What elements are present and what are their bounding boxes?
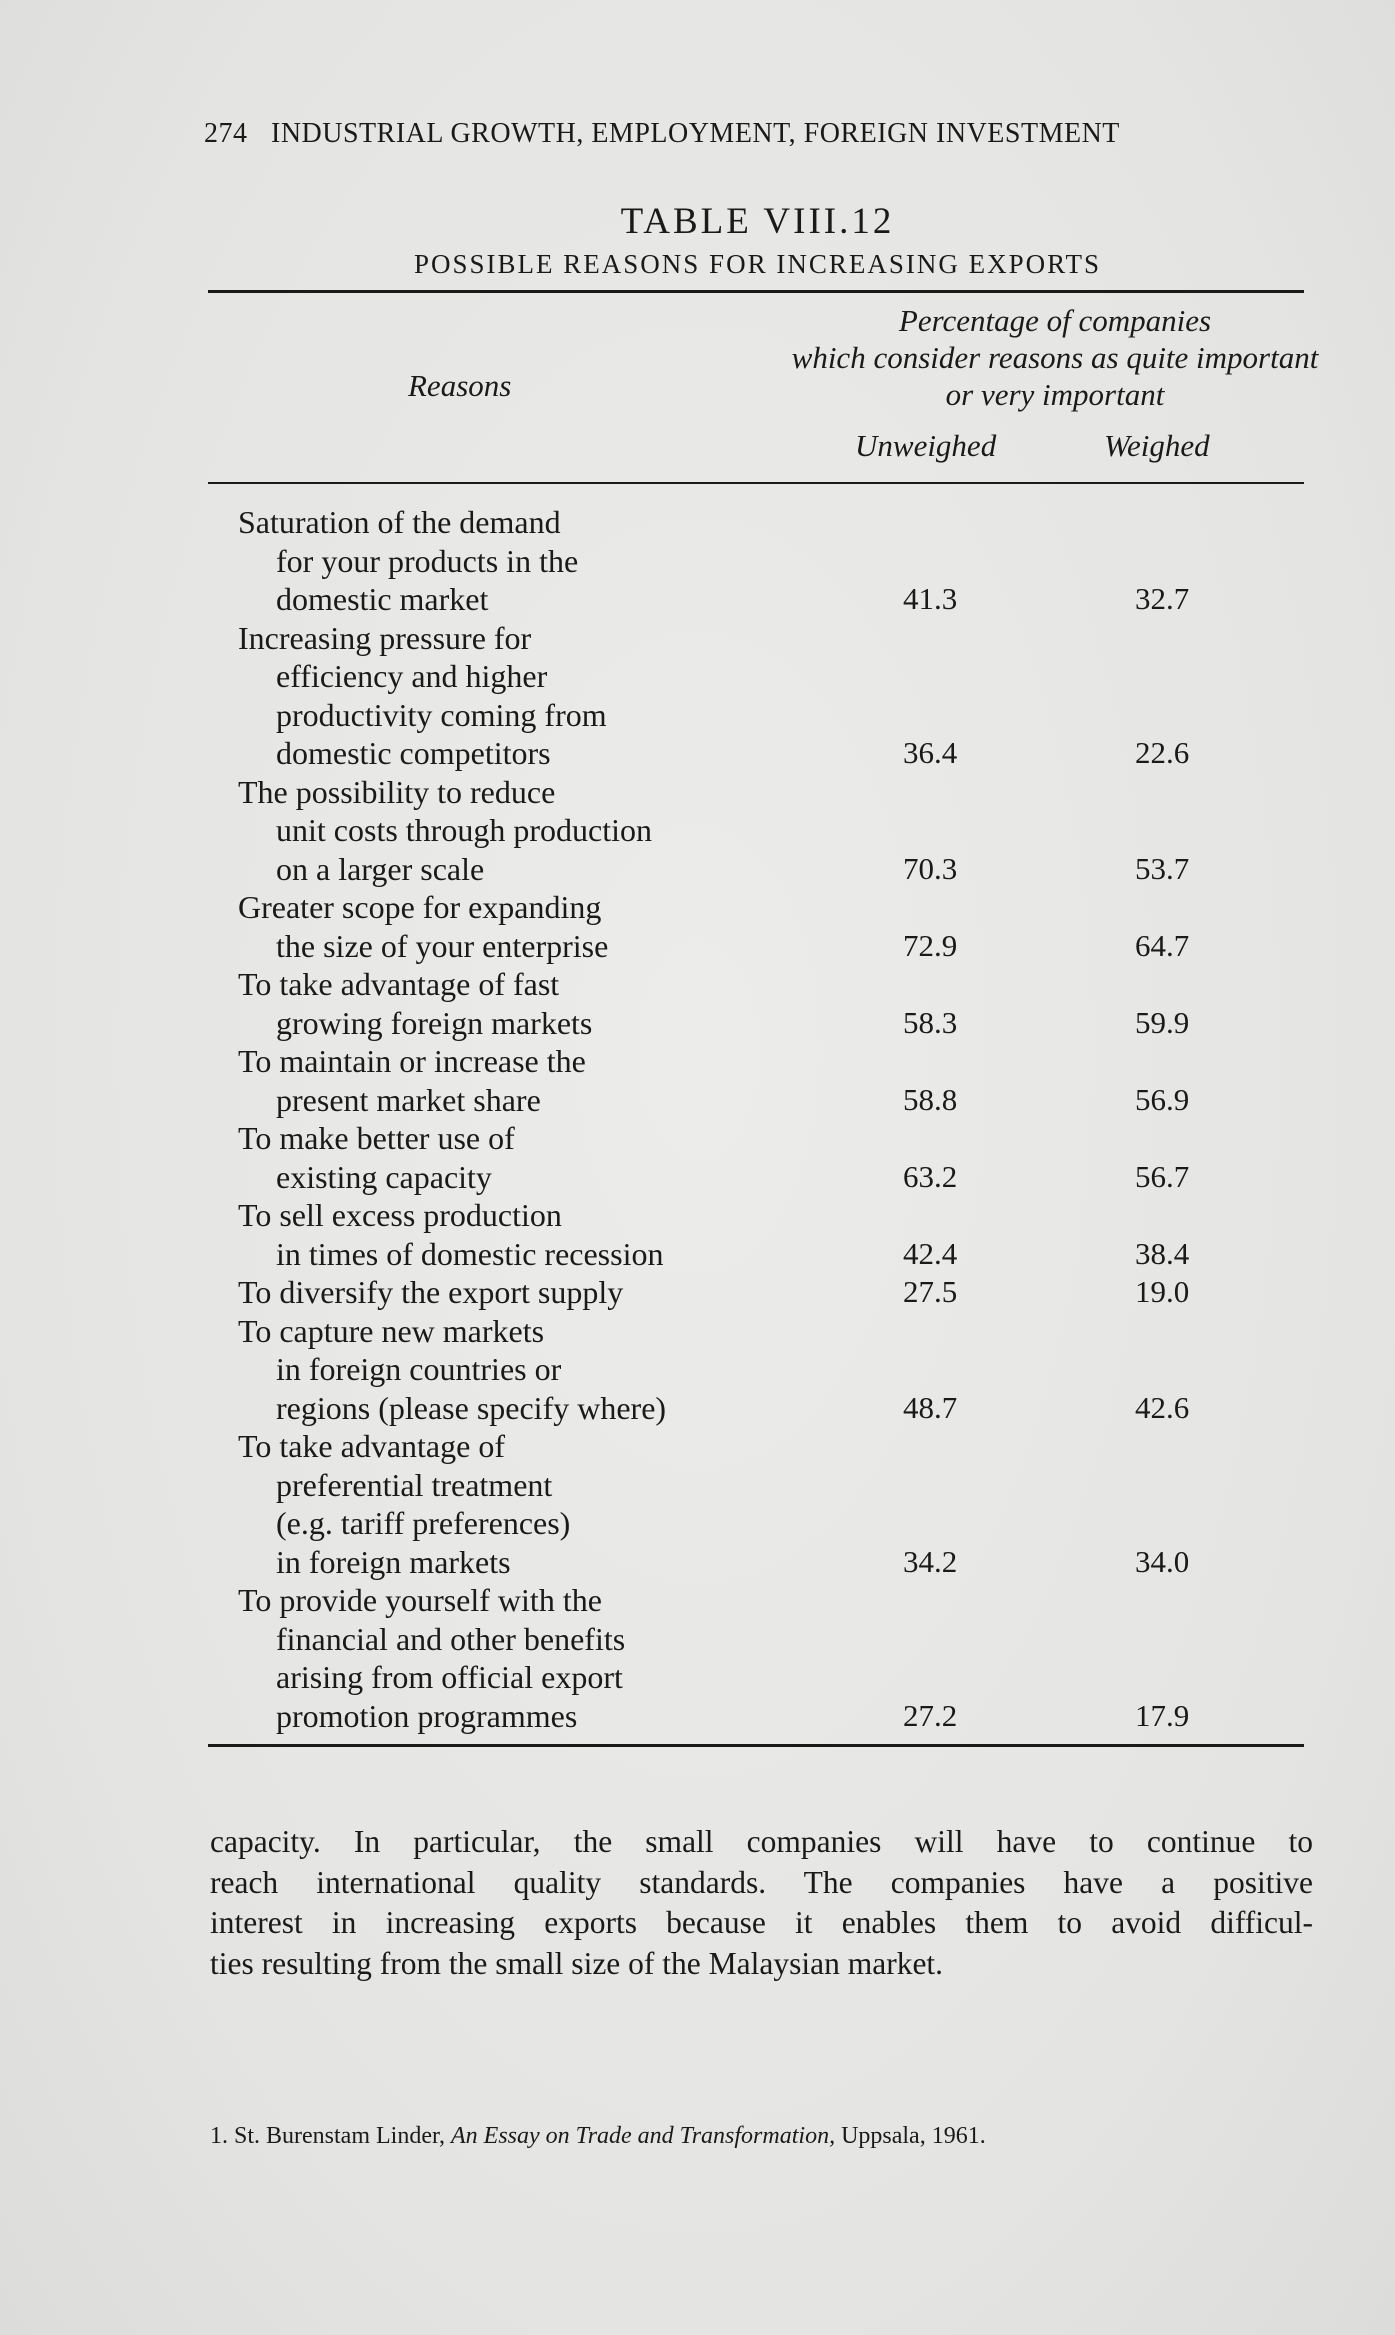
footnote-author: St. Burenstam Linder, [234, 2123, 446, 2149]
footnote-number: 1. [210, 2123, 228, 2149]
reason-line: To sell excess production [238, 1197, 562, 1233]
body-paragraph [210, 1822, 1313, 1984]
weighed-value: 59.9 [1135, 1004, 1190, 1040]
reason-line: in foreign countries or [276, 1351, 562, 1387]
reason-line: financial and other benefits [276, 1620, 626, 1657]
header-percentage [740, 302, 1370, 413]
reason-cell [238, 619, 607, 773]
reason-line: preferential treatment [276, 1466, 553, 1503]
reason-line: in foreign markets [276, 1543, 511, 1580]
header-percentage-line: which consider reasons as quite important [791, 340, 1319, 375]
reason-line: To take advantage of [238, 1428, 505, 1464]
reason-cell [238, 1312, 666, 1428]
table-header-rule [208, 482, 1304, 484]
reason-line: Greater scope for expanding [238, 889, 602, 925]
reason-line: on a larger scale [276, 850, 485, 887]
unweighed-value: 72.9 [903, 927, 958, 963]
reason-line: regions (please specify where) [276, 1389, 667, 1426]
unweighed-value: 27.2 [903, 1697, 958, 1733]
body-line: interest in increasing exports because it enables them to avoid difficul- [210, 1905, 1313, 1940]
reason-line: present market share [276, 1081, 541, 1118]
reason-cell [238, 503, 578, 619]
weighed-value: 56.9 [1135, 1081, 1190, 1117]
reason-line: domestic competitors [276, 735, 551, 771]
reason-cell [238, 888, 608, 965]
header-percentage-line: Percentage of companies [898, 303, 1212, 338]
reason-line: To diversify the export supply [238, 1274, 624, 1310]
reason-cell [238, 1581, 625, 1735]
table-subtitle: POSSIBLE REASONS FOR INCREASING EXPORTS [414, 249, 1101, 279]
page-number: 274 [204, 118, 248, 149]
reason-line: To make better use of [238, 1120, 515, 1156]
header-reasons: Reasons [408, 368, 512, 403]
unweighed-value: 36.4 [903, 735, 958, 770]
reason-line: existing capacity [276, 1158, 492, 1195]
header-percentage-line: or very important [945, 377, 1165, 412]
reason-line: for your products in the [276, 542, 579, 579]
table-bottom-rule [208, 1744, 1304, 1747]
reason-line: To provide yourself with the [238, 1582, 602, 1618]
reason-line: To capture new markets [238, 1312, 545, 1349]
running-head-title: INDUSTRIAL GROWTH, EMPLOYMENT, FOREIGN INVESTMENT [271, 118, 1120, 149]
weighed-value: 64.7 [1135, 927, 1190, 963]
reason-line: in times of domestic recession [276, 1235, 664, 1272]
unweighed-value: 27.5 [903, 1274, 958, 1309]
header-weighed: Weighed [1104, 428, 1210, 463]
unweighed-value: 41.3 [903, 581, 958, 616]
weighed-value: 34.0 [1135, 1543, 1190, 1579]
weighed-value: 19.0 [1135, 1274, 1190, 1309]
reason-cell [238, 1119, 515, 1196]
reason-cell [238, 1042, 586, 1119]
weighed-value: 38.4 [1135, 1235, 1190, 1271]
running-head [204, 118, 1120, 150]
reason-cell [238, 773, 652, 889]
reason-line: promotion programmes [276, 1697, 578, 1734]
reason-line: (e.g. tariff preferences) [276, 1505, 571, 1541]
reason-line: unit costs through production [276, 812, 652, 848]
reason-line: domestic market [276, 581, 489, 617]
weighed-value: 56.7 [1135, 1158, 1190, 1194]
unweighed-value: 58.3 [903, 1004, 958, 1040]
footnote-work: An Essay on Trade and Transformation, [451, 2123, 836, 2149]
reason-cell [238, 1196, 663, 1273]
reason-line: productivity coming from [276, 696, 607, 733]
reason-line: To maintain or increase the [238, 1043, 586, 1079]
reason-line: Increasing pressure for [238, 619, 532, 656]
table-top-rule [208, 290, 1304, 293]
body-line: ties resulting from the small size of the Malaysian market. [210, 1945, 944, 1981]
weighed-value: 53.7 [1135, 850, 1190, 886]
reason-line: arising from official export [276, 1659, 623, 1695]
unweighed-value: 42.4 [903, 1235, 958, 1271]
weighed-value: 22.6 [1135, 735, 1190, 770]
reason-cell [238, 965, 592, 1042]
reason-line: Saturation of the demand [238, 504, 561, 540]
reason-line: efficiency and higher [276, 658, 548, 694]
unweighed-value: 58.8 [903, 1081, 958, 1117]
table-title: TABLE VIII.12 [620, 201, 895, 242]
unweighed-value: 63.2 [903, 1158, 958, 1194]
weighed-value: 32.7 [1135, 581, 1190, 616]
reason-line: growing foreign markets [276, 1004, 593, 1041]
unweighed-value: 48.7 [903, 1389, 958, 1425]
footnote-place-year: Uppsala, 1961. [841, 2123, 986, 2149]
body-line: capacity. In particular, the small companies will have to continue to [210, 1824, 1313, 1859]
reason-line: The possibility to reduce [238, 773, 556, 810]
header-unweighed: Unweighed [855, 428, 997, 463]
footnote [210, 2123, 986, 2150]
weighed-value: 42.6 [1135, 1389, 1190, 1425]
reason-line: To take advantage of fast [238, 966, 560, 1002]
reason-cell [238, 1427, 570, 1581]
weighed-value: 17.9 [1135, 1697, 1190, 1733]
reason-line: the size of your enterprise [276, 927, 609, 964]
unweighed-value: 70.3 [903, 850, 958, 886]
unweighed-value: 34.2 [903, 1543, 958, 1579]
body-line: reach international quality standards. The companies have a positive [210, 1864, 1313, 1900]
reason-cell [238, 1273, 623, 1312]
